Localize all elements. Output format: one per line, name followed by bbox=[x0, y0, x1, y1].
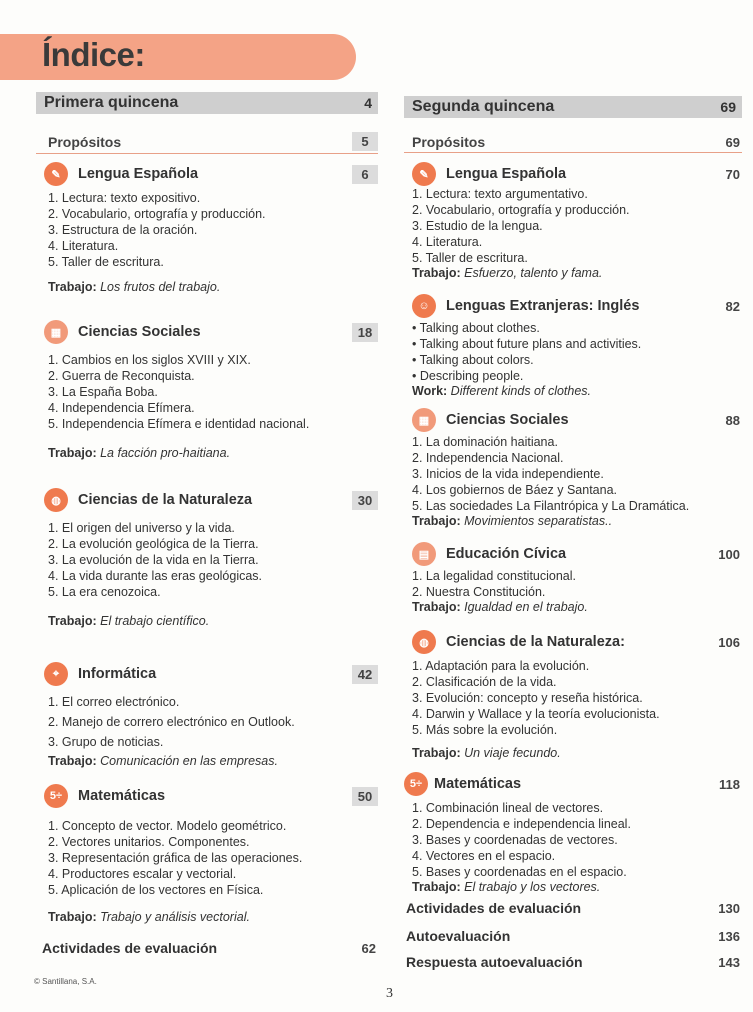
work-label: Trabajo: bbox=[48, 446, 97, 460]
list-item: 1. Lectura: texto expositivo. bbox=[48, 191, 201, 205]
topic-list bbox=[404, 568, 742, 600]
topic-list bbox=[36, 352, 378, 432]
page-number-footer: 3 bbox=[386, 986, 393, 1001]
topic-list bbox=[36, 692, 378, 752]
list-item: 1. Lectura: texto argumentativo. bbox=[412, 187, 588, 201]
work-label: Trabajo: bbox=[412, 514, 461, 528]
subject-name: Ciencias Sociales bbox=[78, 324, 201, 340]
page-number: 18 bbox=[352, 323, 378, 342]
work-label: Trabajo: bbox=[48, 614, 97, 628]
work-line bbox=[404, 384, 742, 398]
page-number: 30 bbox=[352, 491, 378, 510]
work-label: Trabajo: bbox=[412, 600, 461, 614]
page-number: 88 bbox=[725, 412, 740, 428]
list-item: 3. Inicios de la vida independiente. bbox=[412, 467, 604, 481]
work-line bbox=[404, 600, 742, 614]
list-item: 1. Combinación lineal de vectores. bbox=[412, 801, 604, 815]
list-item: 1. La legalidad constitucional. bbox=[412, 569, 577, 583]
work-label: Trabajo: bbox=[48, 910, 97, 924]
subject-name: Lengua Española bbox=[78, 166, 199, 182]
mouse-icon: ⌖ bbox=[44, 662, 68, 686]
list-item: 4. Independencia Efímera. bbox=[48, 401, 195, 415]
toc-entry-actividades[interactable] bbox=[404, 900, 742, 916]
subject-name: Informática bbox=[78, 666, 157, 682]
list-item: 2. Vocabulario, ortografía y producción. bbox=[412, 203, 630, 217]
work-text: La facción pro-haitiana. bbox=[100, 446, 231, 460]
list-item: 2. Vocabulario, ortografía y producción. bbox=[48, 207, 266, 221]
work-line bbox=[36, 446, 378, 460]
list-item: 2. Dependencia e independencia lineal. bbox=[412, 817, 631, 831]
list-item: 3. Grupo de noticias. bbox=[48, 735, 164, 749]
list-item: 5. Independencia Efímera e identidad nacional. bbox=[48, 417, 310, 431]
list-item: 1. La dominación haitiana. bbox=[412, 435, 558, 449]
toc-section-matematicas bbox=[36, 784, 378, 924]
topic-list bbox=[36, 818, 378, 898]
toc-entry-naturaleza[interactable] bbox=[404, 630, 742, 654]
toc-section-matematicas bbox=[404, 772, 742, 894]
toc-entry-autoevaluacion[interactable] bbox=[404, 928, 742, 944]
toc-entry-lengua[interactable] bbox=[36, 162, 378, 186]
work-text: Esfuerzo, talento y fama. bbox=[464, 266, 603, 280]
work-text: Different kinds of clothes. bbox=[450, 384, 592, 398]
page-number: 42 bbox=[352, 665, 378, 684]
subject-name: Matemáticas bbox=[434, 776, 522, 792]
toc-entry-actividades[interactable] bbox=[36, 940, 378, 956]
math-icon: 5÷ bbox=[404, 772, 428, 796]
toc-entry-matematicas[interactable] bbox=[36, 784, 378, 808]
toc-entry-naturaleza[interactable] bbox=[36, 488, 378, 512]
subject-name: Ciencias de la Naturaleza bbox=[78, 492, 253, 508]
book-icon: ▤ bbox=[412, 542, 436, 566]
list-item: 5. Aplicación de los vectores en Física. bbox=[48, 883, 264, 897]
work-line bbox=[36, 754, 378, 768]
entry-label: Propósitos bbox=[48, 133, 122, 150]
work-line bbox=[36, 280, 378, 294]
list-item: • Talking about clothes. bbox=[412, 321, 540, 335]
pencil-icon: ✎ bbox=[44, 162, 68, 186]
work-label: Trabajo: bbox=[412, 746, 461, 760]
list-item: 4. Productores escalar y vectorial. bbox=[48, 867, 237, 881]
work-label: Trabajo: bbox=[412, 880, 461, 894]
toc-section-civica bbox=[404, 542, 742, 614]
topic-list bbox=[36, 520, 378, 600]
work-text: Movimientos separatistas.. bbox=[464, 514, 613, 528]
list-item: 2. Vectores unitarios. Componentes. bbox=[48, 835, 250, 849]
work-label: Trabajo: bbox=[412, 266, 461, 280]
list-item: • Describing people. bbox=[412, 369, 524, 383]
entry-label: Autoevaluación bbox=[406, 928, 511, 944]
list-item: 5. Taller de escritura. bbox=[412, 251, 528, 265]
toc-entry-civica[interactable] bbox=[404, 542, 742, 566]
toc-entry-lengua[interactable] bbox=[404, 162, 742, 186]
work-text: El trabajo científico. bbox=[100, 614, 210, 628]
list-item: 5. La era cenozoica. bbox=[48, 585, 161, 599]
topic-list bbox=[404, 434, 742, 514]
list-item: 4. Literatura. bbox=[48, 239, 119, 253]
toc-section-sociales bbox=[36, 320, 378, 460]
page-number: 106 bbox=[718, 634, 740, 650]
page-number: 50 bbox=[352, 787, 378, 806]
globe-icon: ◍ bbox=[412, 630, 436, 654]
subject-name: Lengua Española bbox=[446, 166, 567, 182]
fortnight-header bbox=[404, 96, 742, 118]
toc-section-informatica bbox=[36, 662, 378, 768]
work-text: Trabajo y análisis vectorial. bbox=[100, 910, 250, 924]
work-line bbox=[404, 266, 742, 280]
list-item: 5. Las sociedades La Filantrópica y La Dramática. bbox=[412, 499, 690, 513]
toc-section-lengua bbox=[404, 162, 742, 280]
toc-entry-sociales[interactable] bbox=[404, 408, 742, 432]
subject-name: Ciencias Sociales bbox=[446, 412, 569, 428]
list-item: 1. Concepto de vector. Modelo geométrico. bbox=[48, 819, 287, 833]
page-number: 69 bbox=[720, 99, 736, 115]
list-item: 4. Literatura. bbox=[412, 235, 483, 249]
fortnight-header bbox=[36, 92, 378, 114]
list-item: 4. Los gobiernos de Báez y Santana. bbox=[412, 483, 618, 497]
toc-section-naturaleza bbox=[404, 630, 742, 760]
toc-entry-respuesta[interactable] bbox=[404, 954, 742, 970]
work-text: Igualdad en el trabajo. bbox=[464, 600, 588, 614]
work-text: Comunicación en las empresas. bbox=[100, 754, 278, 768]
list-item: 4. Vectores en el espacio. bbox=[412, 849, 556, 863]
math-icon: 5÷ bbox=[44, 784, 68, 808]
work-label: Trabajo: bbox=[48, 280, 97, 294]
subject-name: Matemáticas bbox=[78, 788, 166, 804]
page-number: 70 bbox=[725, 166, 740, 182]
list-item: 2. Independencia Nacional. bbox=[412, 451, 564, 465]
topic-list bbox=[404, 800, 742, 880]
list-item: 3. Bases y coordenadas de vectores. bbox=[412, 833, 618, 847]
toc-entry-propositos[interactable] bbox=[36, 132, 378, 154]
fortnight-title: Segunda quincena bbox=[412, 98, 555, 115]
list-item: 1. Adaptación para la evolución. bbox=[412, 659, 590, 673]
toc-entry-informatica[interactable] bbox=[36, 662, 378, 686]
list-item: 3. Estudio de la lengua. bbox=[412, 219, 543, 233]
list-item: 5. Taller de escritura. bbox=[48, 255, 164, 269]
list-item: 3. Estructura de la oración. bbox=[48, 223, 198, 237]
page-number: 82 bbox=[725, 298, 740, 314]
work-text: Un viaje fecundo. bbox=[464, 746, 561, 760]
toc-entry-propositos[interactable] bbox=[404, 134, 742, 153]
list-item: 3. La España Boba. bbox=[48, 385, 158, 399]
page-number: 100 bbox=[718, 546, 740, 562]
toc-section-sociales bbox=[404, 408, 742, 528]
person-icon: ☺ bbox=[412, 294, 436, 318]
work-line bbox=[404, 514, 742, 528]
pencil-icon: ✎ bbox=[412, 162, 436, 186]
building-icon: ▦ bbox=[412, 408, 436, 432]
list-item: 4. La vida durante las eras geológicas. bbox=[48, 569, 263, 583]
work-line bbox=[404, 880, 742, 894]
fortnight-title: Primera quincena bbox=[44, 94, 179, 111]
toc-entry-ingles[interactable] bbox=[404, 294, 742, 318]
page-number: 118 bbox=[719, 776, 740, 792]
work-label: Work: bbox=[412, 384, 448, 398]
subject-name: Lenguas Extranjeras: Inglés bbox=[446, 298, 640, 314]
globe-icon: ◍ bbox=[44, 488, 68, 512]
entry-label: Respuesta autoevaluación bbox=[406, 954, 583, 970]
entry-label: Actividades de evaluación bbox=[406, 900, 582, 916]
copyright: © Santillana, S.A. bbox=[34, 977, 97, 986]
list-item: 2. Clasificación de la vida. bbox=[412, 675, 557, 689]
building-icon: ▦ bbox=[44, 320, 68, 344]
page-number: 62 bbox=[361, 940, 376, 956]
page-number: 130 bbox=[718, 900, 740, 916]
work-line bbox=[404, 746, 742, 760]
list-item: 3. Evolución: concepto y reseña histórica. bbox=[412, 691, 643, 705]
work-line bbox=[36, 614, 378, 628]
list-item: 4. Darwin y Wallace y la teoría evolucionista. bbox=[412, 707, 660, 721]
list-item: • Talking about future plans and activities. bbox=[412, 337, 642, 351]
topic-list bbox=[404, 320, 742, 384]
toc-section-ingles bbox=[404, 294, 742, 398]
entry-label: Actividades de evaluación bbox=[42, 940, 218, 956]
toc-section-lengua bbox=[36, 162, 378, 294]
toc-section-naturaleza bbox=[36, 488, 378, 628]
work-text: Los frutos del trabajo. bbox=[100, 280, 221, 294]
work-line bbox=[36, 910, 378, 924]
topic-list bbox=[404, 658, 742, 738]
subject-name: Educación Cívica bbox=[446, 546, 567, 562]
list-item: 2. La evolución geológica de la Tierra. bbox=[48, 537, 259, 551]
list-item: 3. Representación gráfica de las operaciones. bbox=[48, 851, 303, 865]
topic-list bbox=[36, 190, 378, 270]
page-number: 5 bbox=[352, 132, 378, 151]
page-number: 69 bbox=[725, 134, 740, 150]
list-item: 5. Más sobre la evolución. bbox=[412, 723, 558, 737]
page-number: 143 bbox=[718, 954, 740, 970]
list-item: 1. El correo electrónico. bbox=[48, 695, 180, 709]
list-item: 2. Guerra de Reconquista. bbox=[48, 369, 195, 383]
topic-list bbox=[404, 186, 742, 266]
work-text: El trabajo y los vectores. bbox=[464, 880, 601, 894]
list-item: 2. Manejo de correro electrónico en Outlook. bbox=[48, 715, 295, 729]
work-label: Trabajo: bbox=[48, 754, 97, 768]
page-number: 4 bbox=[364, 95, 372, 111]
page-number: 6 bbox=[352, 165, 378, 184]
list-item: 5. Bases y coordenadas en el espacio. bbox=[412, 865, 627, 879]
subject-name: Ciencias de la Naturaleza: bbox=[446, 634, 625, 650]
list-item: • Talking about colors. bbox=[412, 353, 534, 367]
toc-entry-matematicas[interactable] bbox=[404, 772, 742, 796]
list-item: 1. El origen del universo y la vida. bbox=[48, 521, 235, 535]
entry-label: Propósitos bbox=[412, 134, 486, 150]
list-item: 1. Cambios en los siglos XVIII y XIX. bbox=[48, 353, 251, 367]
page-title: Índice: bbox=[42, 36, 145, 73]
page-number: 136 bbox=[718, 928, 740, 944]
toc-entry-sociales[interactable] bbox=[36, 320, 378, 344]
list-item: 2. Nuestra Constitución. bbox=[412, 585, 546, 599]
list-item: 3. La evolución de la vida en la Tierra. bbox=[48, 553, 259, 567]
